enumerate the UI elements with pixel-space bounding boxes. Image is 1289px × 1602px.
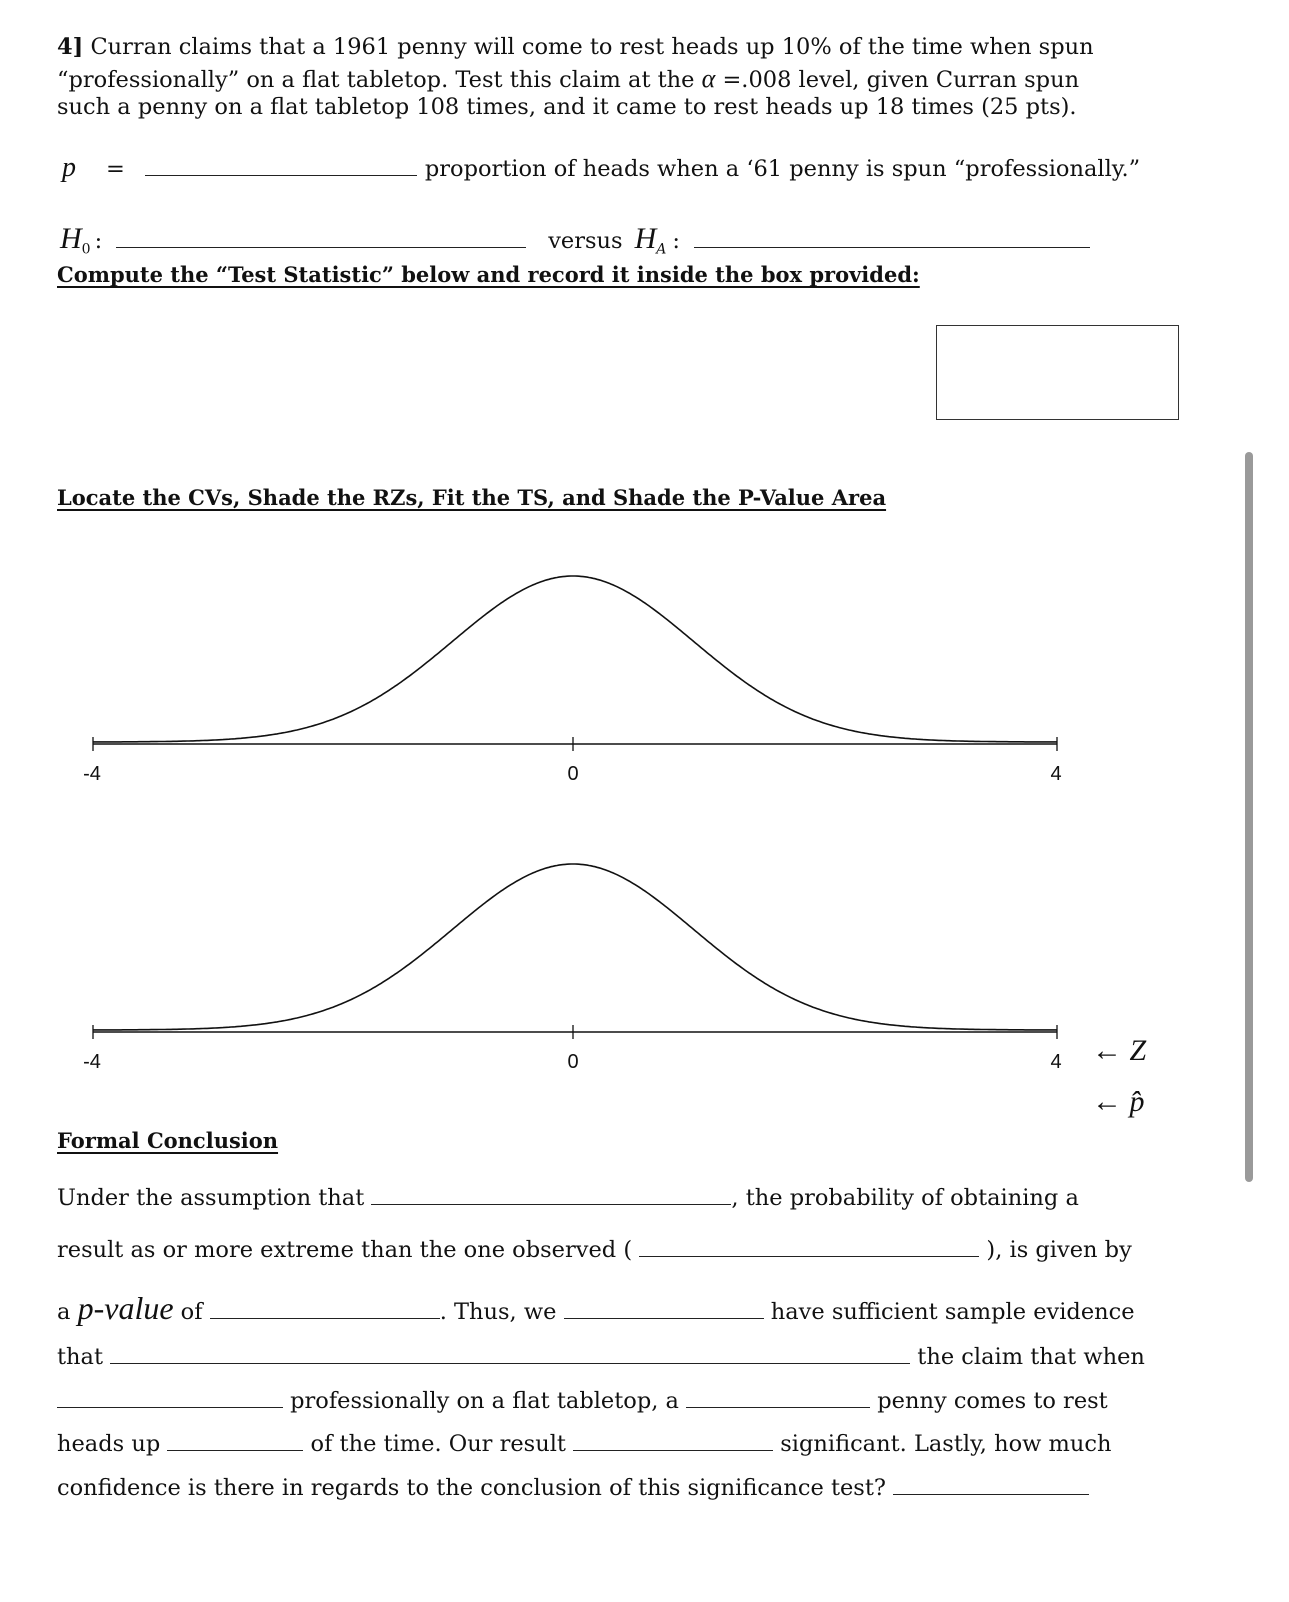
problem-number: 4] bbox=[57, 34, 84, 60]
problem-text: Curran claims that a 1961 penny will come to rest heads up 10% of the time when spun bbox=[83, 34, 1094, 60]
conclusion-line-5 bbox=[57, 1388, 1108, 1414]
text: that bbox=[57, 1344, 111, 1370]
normal-curve bbox=[93, 864, 1057, 1030]
percent-blank[interactable] bbox=[167, 1449, 303, 1451]
text: professionally on a flat tabletop, a bbox=[283, 1388, 687, 1414]
ha-subscript: A bbox=[656, 241, 667, 258]
colon: : bbox=[672, 228, 680, 254]
text: ), is given by bbox=[979, 1237, 1132, 1263]
assumption-blank[interactable] bbox=[371, 1203, 731, 1205]
normal-curve bbox=[93, 576, 1057, 742]
text: heads up bbox=[57, 1431, 168, 1457]
text: have sufficient sample evidence bbox=[763, 1299, 1135, 1325]
compute-heading: Compute the “Test Statistic” below and record it inside the box provided: bbox=[57, 262, 920, 287]
h0-subscript: 0 bbox=[81, 241, 91, 258]
colon: : bbox=[94, 228, 103, 254]
decision-blank[interactable] bbox=[564, 1317, 764, 1319]
observed-result-blank[interactable] bbox=[639, 1255, 979, 1257]
problem-text: “professionally” on a flat tabletop. Test this claim at the bbox=[57, 67, 702, 93]
phat-axis-label: ← p̂ bbox=[1092, 1085, 1145, 1118]
conclusion-line-4 bbox=[57, 1344, 1145, 1370]
conclusion-line-6 bbox=[57, 1431, 1111, 1457]
problem-text: =.008 level, given Curran spun bbox=[715, 67, 1080, 93]
bottom-normal-curve-graph[interactable] bbox=[93, 864, 1057, 1039]
top-normal-curve-graph[interactable] bbox=[93, 576, 1057, 751]
penny-year-blank[interactable] bbox=[686, 1406, 870, 1408]
conclusion-line-1 bbox=[57, 1185, 1079, 1211]
param-description: proportion of heads when a ‘61 penny is spun “professionally.” bbox=[424, 156, 1141, 182]
p-value-term: p-value bbox=[77, 1290, 174, 1326]
alpha-symbol: α bbox=[701, 64, 716, 93]
support-reject-blank[interactable] bbox=[110, 1362, 910, 1364]
conclusion-heading: Formal Conclusion bbox=[57, 1128, 279, 1153]
p-value-blank[interactable] bbox=[210, 1317, 440, 1319]
text: Under the assumption that bbox=[57, 1185, 372, 1211]
top-axis-label-0: 0 bbox=[567, 763, 579, 785]
ha-label: H bbox=[634, 222, 657, 255]
h0-label: H bbox=[60, 222, 82, 255]
problem-line-3: such a penny on a flat tabletop 108 times, and it came to rest heads up 18 times (25 pts). bbox=[57, 94, 1077, 120]
top-axis-label-4: 4 bbox=[1050, 763, 1062, 785]
text: . Thus, we bbox=[439, 1299, 564, 1325]
top-axis-label-neg4: -4 bbox=[83, 763, 101, 785]
text: penny comes to rest bbox=[870, 1388, 1108, 1414]
locate-heading: Locate the CVs, Shade the RZs, Fit the TS, and Shade the P-Value Area bbox=[57, 485, 887, 510]
text: result as or more extreme than the one observed ( bbox=[57, 1237, 640, 1263]
bottom-axis-label-4: 4 bbox=[1050, 1051, 1062, 1073]
text: the claim that when bbox=[910, 1344, 1145, 1370]
text: confidence is there in regards to the conclusion of this significance test? bbox=[57, 1475, 894, 1501]
scrollbar[interactable] bbox=[1245, 452, 1253, 1182]
param-symbol: p bbox=[62, 152, 76, 183]
text: significant. Lastly, how much bbox=[773, 1431, 1112, 1457]
bottom-axis-label-0: 0 bbox=[567, 1051, 579, 1073]
significance-blank[interactable] bbox=[573, 1449, 773, 1451]
equals-sign: = bbox=[106, 156, 125, 182]
bottom-axis-label-neg4: -4 bbox=[83, 1051, 101, 1073]
text: , the probability of obtaining a bbox=[731, 1185, 1079, 1211]
text: a bbox=[57, 1299, 78, 1325]
conclusion-line-3 bbox=[57, 1290, 1135, 1327]
conclusion-line-2 bbox=[57, 1237, 1132, 1263]
spun-blank[interactable] bbox=[57, 1406, 283, 1408]
z-axis-label: ← Z bbox=[1092, 1034, 1147, 1067]
conclusion-line-7 bbox=[57, 1475, 1089, 1501]
versus-text: versus bbox=[548, 228, 623, 254]
confidence-blank[interactable] bbox=[893, 1493, 1089, 1495]
text: of bbox=[173, 1299, 210, 1325]
text: of the time. Our result bbox=[303, 1431, 574, 1457]
